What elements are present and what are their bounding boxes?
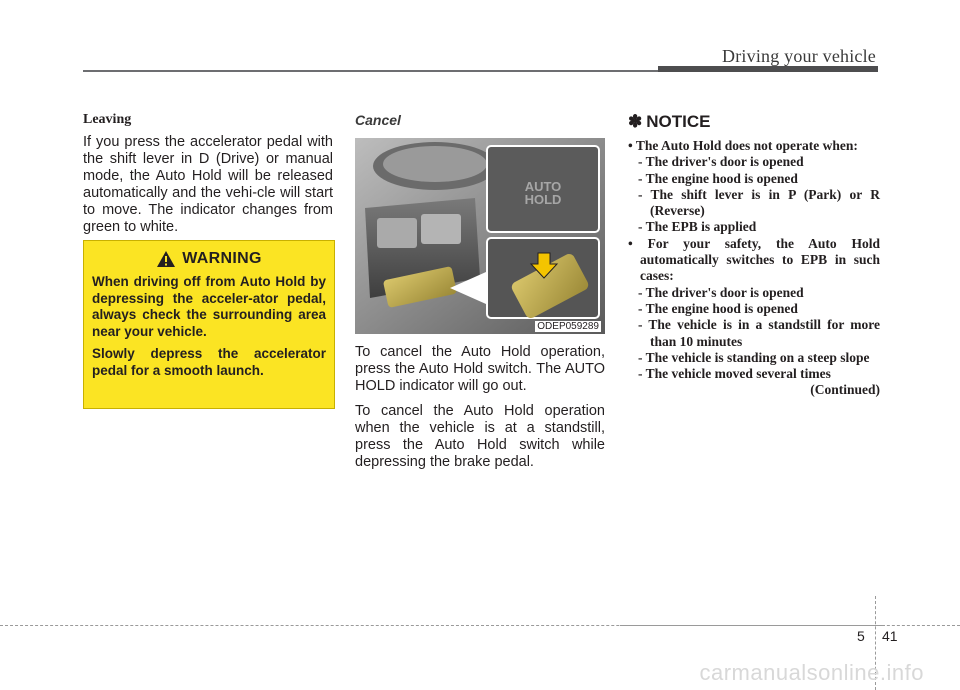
chapter-number: 5	[857, 628, 865, 644]
figure-code: ODEP059289	[537, 321, 599, 332]
cancel-para-1: To cancel the Auto Hold operation, press the Auto Hold switch. The AUTO HOLD indicator will go out.	[355, 344, 605, 394]
notice-line: - The driver's door is opened	[638, 284, 804, 300]
notice-continued: (Continued)	[810, 382, 880, 398]
notice-section	[628, 112, 880, 399]
warning-title: WARNING	[182, 250, 262, 267]
header-rule-accent	[658, 66, 878, 72]
cancel-heading: Cancel	[355, 112, 401, 128]
notice-star-icon: ✽	[628, 112, 643, 131]
watermark: carmanualsonline.info	[699, 660, 924, 685]
cancel-section	[355, 112, 605, 479]
auto-hold-button-label	[505, 180, 581, 206]
leaving-heading: Leaving	[83, 112, 132, 127]
notice-line: - The EPB is applied	[638, 219, 757, 235]
warning-text-1: When driving off from Auto Hold by depressing the acceler-ator pedal, always check the surrounding area near your vehicle.	[92, 274, 326, 339]
page-number: 41	[882, 628, 898, 644]
console-photo	[355, 138, 605, 334]
auto-hold-figure	[355, 138, 605, 334]
notice-line: - The vehicle is standing on a steep slope	[638, 349, 870, 365]
cancel-para-2: To cancel the Auto Hold operation when the vehicle is at a standstill, press the Auto Hold switch while depressing the brake pedal.	[355, 403, 605, 470]
warning-text-2: Slowly depress the accelerator pedal for a smooth launch.	[92, 346, 326, 378]
notice-line: - The vehicle is in a standstill for more than 10 minutes	[638, 317, 880, 349]
auto-hold-label-line2: HOLD	[524, 192, 562, 207]
notice-line: - The driver's door is opened	[638, 154, 804, 170]
footer-rule-accent	[620, 625, 885, 626]
notice-line: • The Auto Hold does not operate when:	[628, 138, 858, 153]
header-title: Driving your vehicle	[722, 46, 876, 66]
notice-line: - The shift lever is in P (Park) or R (Reverse)	[638, 186, 880, 219]
notice-line: - The vehicle moved several times	[638, 366, 831, 382]
leaving-body: If you press the accelerator pedal with the shift lever in D (Drive) or manual mode, the Auto Hold will be released automatically and the vehi-cle will start to move. The indicator changes from green to white.	[83, 134, 333, 235]
warning-header	[92, 250, 326, 268]
header-rule	[83, 70, 683, 72]
notice-list	[628, 138, 880, 399]
warning-triangle-icon	[156, 250, 176, 268]
leaving-section	[83, 112, 333, 244]
auto-hold-label-line1: AUTO	[524, 179, 562, 194]
notice-line: - The engine hood is opened	[638, 300, 798, 316]
notice-heading	[628, 112, 880, 132]
notice-title: NOTICE	[646, 112, 711, 131]
notice-line: • For your safety, the Auto Hold automatically switches to EPB in such cases:	[628, 235, 880, 284]
notice-line: - The engine hood is opened	[638, 170, 798, 186]
warning-box	[83, 240, 335, 409]
